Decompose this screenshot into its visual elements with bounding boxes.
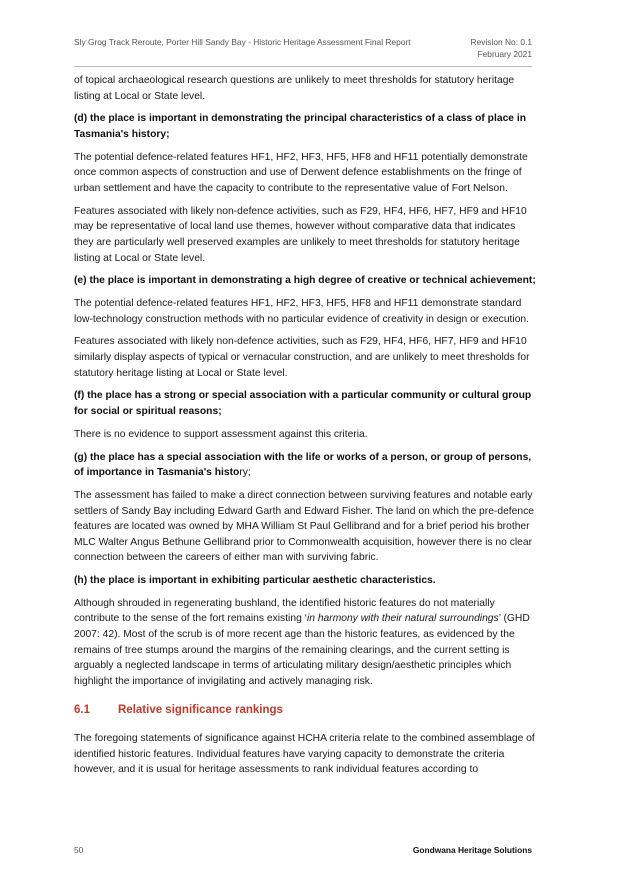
para-h-quote: in harmony with their natural surroundings: [306, 613, 499, 625]
criterion-d-heading: (d) the place is important in demonstrating the principal characteristics of a class of place in Tasmania's history;: [74, 113, 527, 140]
section-number: 6.1: [74, 704, 90, 717]
paragraph-aesthetic: [74, 596, 536, 690]
paragraph: Features associated with likely non-defence activities, such as F29, HF4, HF6, HF7, HF9 and HF10 may be representative of local land use themes, however without comparative data that indicates they are particularly well preserved examples are unlikely to meet thresholds for statutory heritage listing at Local or State level.: [74, 205, 527, 264]
paragraph-last: The foregoing statements of significance against HCHA criteria relate to the combined assemblage of identified historic features. Individual features have varying capacity to demonstrate the criteria however, and it is usual for heritage assessments to rank individual features according to: [74, 733, 535, 776]
para-h-after: ’ (GHD 2007: 42). Most of the scrub is of more recent age than the historic features, as evidenced by the remains of tree stumps around the margins of the remaining clearings, and the current setting is arguably a neglected landscape in terms of articulating military design/aesthetic principles which highlight the importance of invigilating and actively managing risk.: [74, 613, 530, 687]
criterion-e-heading: (e) the place is important in demonstrating a high degree of creative or technical achievement;: [74, 275, 536, 287]
paragraph-continued: of topical archaeological research questions are unlikely to meet thresholds for statutory heritage listing at Local or State level.: [74, 75, 515, 102]
criterion-f-heading: (f) the place has a strong or special association with a particular community or cultural group for social or spiritual reasons;: [74, 390, 532, 417]
para-h-before: Although shrouded in regenerating bushland, the identified historic features do not materially contribute to the sense of the fort remains existing ‘: [74, 597, 495, 625]
footer-organisation: Gondwana Heritage Solutions: [412, 845, 532, 855]
paragraph: The potential defence-related features HF1, HF2, HF3, HF5, HF8 and HF11 potentially demonstrate once common aspects of construction and use of Derwent defence establishments on the fringe of urban settlement and have the capacity to contribute to the representative value of Fort Nelson.: [74, 151, 528, 194]
header-divider: [74, 66, 532, 67]
criterion-g-heading: [74, 450, 536, 481]
paragraph: Features associated with likely non-defence activities, such as F29, HF4, HF6, HF7, HF9 and HF10 similarly display aspects of typical or vernacular construction, and are unlikely to meet thresholds for statutory heritage listing at Local or State level.: [74, 336, 530, 379]
header-title: Sly Grog Track Reroute, Porter Hill Sandy Bay - Historic Heritage Assessment Final Report: [74, 37, 411, 47]
header-date: February 2021: [477, 49, 532, 59]
section-title: Relative significance rankings: [118, 704, 283, 717]
section-heading: [74, 703, 536, 719]
paragraph: The assessment has failed to make a direct connection between surviving features and notable early settlers of Sandy Bay including Edward Garth and Edward Fisher. The land on which the pre-defence features are located was owned by MHA William St Paul Gellibrand and for a brief period his brother MLC Walter Angus Bethune Gellibrand prior to Commonwealth acquisition, however there is no clear connection between the careers of either man with surviving fabric.: [74, 489, 535, 564]
page-number: 50: [74, 845, 84, 855]
header-revision: Revision No: 0.1: [470, 37, 532, 47]
paragraph: The potential defence-related features HF1, HF2, HF3, HF5, HF8 and HF11 demonstrate standard low-technology construction methods with no particular evidence of creativity in design or execution.: [74, 298, 530, 325]
criterion-h-heading: (h) the place is important in exhibiting particular aesthetic characteristics.: [74, 575, 436, 587]
criterion-g-bold: (g) the place has a special association with the life or works of a person, or group of persons, of importance in Tasmania's histo: [74, 451, 532, 479]
header-revision-block: [471, 36, 532, 60]
body-text: [74, 73, 536, 785]
paragraph: There is no evidence to support assessment against this criteria.: [74, 428, 368, 440]
criterion-g-light: ry;: [239, 467, 251, 479]
